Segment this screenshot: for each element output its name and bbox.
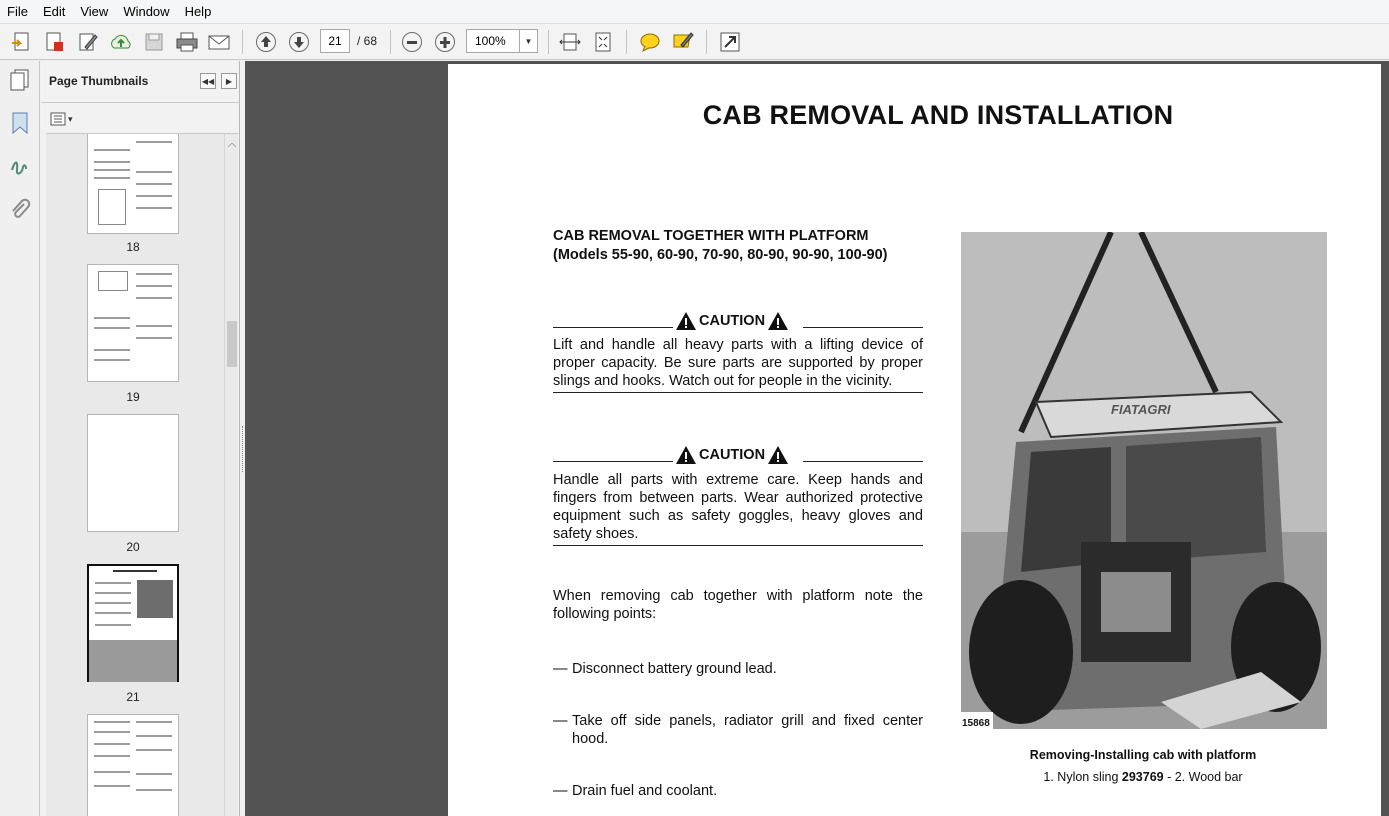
thumbnail-options-button[interactable]: ▾ [50, 110, 78, 128]
page-number-input[interactable]: 21 [320, 29, 350, 53]
thumbnail-page-21-selected[interactable] [87, 564, 179, 682]
zoom-out-icon[interactable] [399, 29, 425, 55]
scrollbar-thumb[interactable] [227, 321, 237, 367]
thumbnail-page-19[interactable] [87, 264, 179, 382]
navigation-pane-icons [0, 61, 40, 816]
thumbnail-label: 19 [126, 390, 140, 404]
fullscreen-icon[interactable] [717, 29, 743, 55]
thumbnail-label: 18 [126, 240, 140, 254]
menu-view[interactable]: View [80, 3, 109, 19]
pdf-page: CAB REMOVAL AND INSTALLATION CAB REMOVAL TOGETHER WITH PLATFORM (Models 55-90, 60-90, 70-90, 80-90, 90-90, 100-90) CAUTION Lift and handle all heavy parts with a lifting device of proper capacity. Be sure parts are supported by proper slings and hooks. Watch out for people in the vicinity. CAUTION Handle all parts with extreme care. Keep hands and fingers from between parts. Wear authorized protective equipment such as safety goggles, heavy gloves and safety shoes. When removing cab together with platform note the following points: — Disconnect battery ground lead. — Take off side panels, radiator grill and fixed center hood. — Drain fuel and coolant. FIATAGRI 15868 Removing-Installing cab with platform 1. Nylon sling 293769 - 2. Wood bar [448, 64, 1381, 816]
collapse-panel-icon[interactable]: ◀◀ [200, 73, 216, 89]
page-title: CAB REMOVAL AND INSTALLATION [702, 100, 1174, 130]
signatures-icon[interactable] [7, 154, 33, 180]
toolbar-separator [706, 30, 707, 54]
page-total: / 68 [357, 34, 378, 48]
caution-header [553, 309, 923, 333]
edit-icon[interactable] [75, 29, 101, 55]
toolbar-separator [626, 30, 627, 54]
thumbnail-page-22[interactable] [87, 714, 179, 816]
caution-text: Handle all parts with extreme care. Keep hands and fingers from between parts. Wear authorized protective equipment such as safety goggles, heavy gloves and safety shoes. [553, 472, 923, 542]
options-menu-icon [50, 112, 66, 126]
caution-label: CAUTION [699, 447, 766, 463]
thumbnail-list [46, 133, 238, 816]
previous-page-icon[interactable] [253, 29, 279, 55]
menu-help[interactable]: Help [184, 3, 212, 19]
menu-bar [0, 0, 1389, 24]
toolbar-separator [390, 30, 391, 54]
thumbnail-label: 20 [126, 540, 140, 554]
scroll-up-icon[interactable]: ︿ [227, 138, 237, 148]
thumbnail-page-18[interactable] [87, 133, 179, 234]
thumbnail-scrollbar[interactable] [224, 134, 238, 816]
caution-header [553, 443, 923, 467]
next-page-icon[interactable] [286, 29, 312, 55]
warning-icon [767, 311, 789, 331]
photo-number: 15868 [962, 718, 990, 729]
warning-icon [767, 445, 789, 465]
panel-header [41, 61, 240, 103]
section-heading: CAB REMOVAL TOGETHER WITH PLATFORM [553, 228, 869, 244]
zoom-in-icon[interactable] [432, 29, 458, 55]
panel-title: Page Thumbnails [49, 74, 149, 88]
bookmarks-icon[interactable] [7, 110, 33, 136]
zoom-value: 100% [475, 34, 506, 48]
warning-icon [675, 311, 697, 331]
thumbnail-label: 21 [126, 690, 140, 704]
page-thumbnails-icon[interactable] [7, 67, 33, 93]
section-subheading: (Models 55-90, 60-90, 70-90, 80-90, 90-90, 100-90) [553, 247, 888, 263]
highlight-icon[interactable] [670, 29, 696, 55]
attachments-icon[interactable] [7, 197, 33, 223]
upload-icon[interactable] [108, 29, 134, 55]
toolbar-separator [548, 30, 549, 54]
caution-text: Lift and handle all heavy parts with a lifting device of proper capacity. Be sure parts are supported by proper slings and hooks. Watch out for people in the vicinity. [553, 337, 923, 389]
brand-lettering: FIATAGRI [1111, 402, 1171, 417]
export-pdf-icon[interactable] [41, 29, 67, 55]
tractor-cab-photo [961, 232, 1327, 729]
menu-window[interactable]: Window [123, 3, 170, 19]
create-pdf-icon[interactable] [8, 29, 34, 55]
email-icon[interactable] [206, 29, 232, 55]
divider [553, 392, 923, 393]
document-viewer [245, 61, 1389, 816]
caution-label: CAUTION [699, 313, 766, 329]
figure-caption: 1. Nylon sling 293769 - 2. Wood bar [1043, 770, 1243, 784]
intro-text: When removing cab together with platform note the following points: [553, 588, 923, 622]
figure-caption-title: Removing-Installing cab with platform [1029, 748, 1257, 762]
menu-file[interactable]: File [7, 3, 28, 19]
save-icon[interactable] [141, 29, 167, 55]
page-thumbnails-panel [41, 61, 240, 816]
thumbnail-page-20[interactable] [87, 414, 179, 532]
divider [553, 545, 923, 546]
zoom-select[interactable] [466, 29, 538, 53]
menu-edit[interactable]: Edit [42, 3, 66, 19]
fit-page-icon[interactable] [590, 29, 616, 55]
warning-icon [675, 445, 697, 465]
chevron-down-icon[interactable]: ▼ [519, 30, 537, 52]
fit-width-icon[interactable] [557, 29, 583, 55]
toolbar-separator [242, 30, 243, 54]
toolbar [0, 24, 1389, 60]
expand-panel-icon[interactable]: ▶ [221, 73, 237, 89]
comment-icon[interactable] [637, 29, 663, 55]
print-icon[interactable] [174, 29, 200, 55]
